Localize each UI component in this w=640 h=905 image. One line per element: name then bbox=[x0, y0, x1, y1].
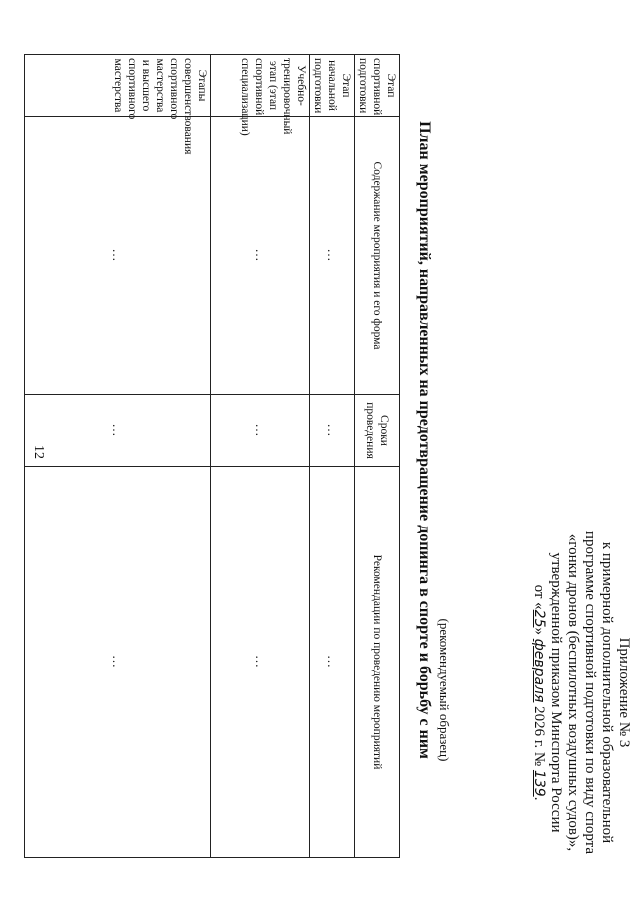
content-cell: … bbox=[25, 117, 211, 395]
date-year: 2026 г. № bbox=[531, 702, 547, 770]
content-cell: … bbox=[211, 117, 310, 395]
appendix-line-2: программе спортивной подготовки по виду спорта bbox=[582, 530, 598, 855]
table-row bbox=[310, 55, 355, 858]
table-row bbox=[211, 55, 310, 858]
appendix-header bbox=[530, 500, 632, 885]
date-prefix: от « bbox=[531, 584, 547, 610]
appendix-title: Приложение № 3 bbox=[616, 637, 632, 748]
stage-cell: Этапы совершенствования спортивного мастерства и высшего спортивного мастерства bbox=[25, 55, 211, 117]
appendix-line-1: к примерной дополнительной образовательной bbox=[599, 541, 615, 844]
stage-cell: Учебно-тренировочный этап (этап спортивной специализации) bbox=[211, 55, 310, 117]
date-middle: » bbox=[531, 627, 547, 639]
document-title: План мероприятий, направленных на предотвращение допинга в спорте и борьбу с ним bbox=[416, 121, 433, 759]
handwritten-order-number: 139 bbox=[531, 769, 547, 797]
table-row bbox=[25, 55, 211, 858]
recommendation-cell: … bbox=[211, 467, 310, 858]
recommendation-cell: … bbox=[25, 467, 211, 858]
content-cell: … bbox=[310, 117, 355, 395]
term-cell: … bbox=[211, 395, 310, 467]
term-cell: … bbox=[25, 395, 211, 467]
header-term: Сроки проведения bbox=[355, 395, 400, 467]
appendix-line-4: утвержденной приказом Минспорта России bbox=[548, 552, 564, 833]
table-header-row bbox=[355, 55, 400, 858]
recommendation-cell: … bbox=[310, 467, 355, 858]
header-recommendation: Рекомендации по проведению мероприятий bbox=[355, 467, 400, 858]
plan-table bbox=[24, 54, 400, 858]
recommended-sample-note: (рекомендуемый образец) bbox=[437, 618, 452, 762]
date-end: . bbox=[531, 796, 547, 801]
stage-cell: Этап начальной подготовки bbox=[310, 55, 355, 117]
header-content: Содержание мероприятия и его форма bbox=[355, 117, 400, 395]
term-cell: … bbox=[310, 395, 355, 467]
handwritten-month: февраля bbox=[531, 638, 547, 703]
page-number: 12 bbox=[31, 445, 46, 459]
appendix-line-3: «гонки дронов (беспилотных воздушных судов)», bbox=[565, 533, 581, 852]
handwritten-day: 25 bbox=[531, 609, 547, 628]
header-stage: Этап спортивной подготовки bbox=[355, 55, 400, 117]
order-date-line bbox=[530, 500, 547, 885]
